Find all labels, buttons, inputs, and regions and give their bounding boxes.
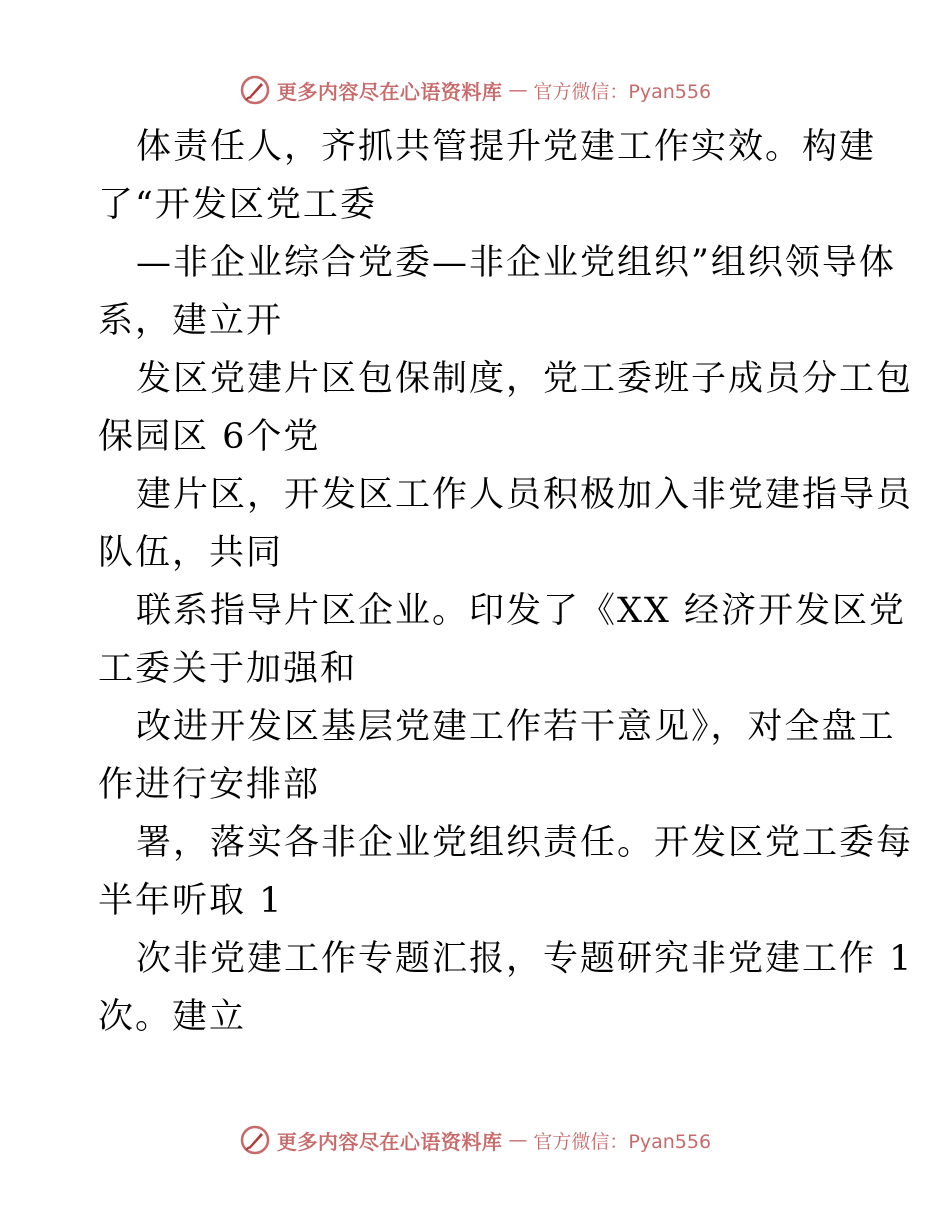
body-line: 联系指导片区企业。印发了《XX 经济开发区党 — [136, 591, 906, 631]
header-watermark — [0, 70, 950, 110]
body-line: 建片区，开发区工作人员积极加入非党建指导员 — [136, 475, 914, 515]
body-line: —非企业综合党委—非企业党组织”组织领导体 — [136, 243, 896, 283]
body-line: 队伍，共同 — [98, 533, 284, 573]
watermark-dash: — — [508, 79, 528, 101]
feather-pen-logo-icon — [239, 1124, 271, 1156]
body-line: 次。建立 — [98, 997, 247, 1037]
watermark-dash: — — [508, 1129, 528, 1151]
watermark-sub-text: 官方微信：Pyan556 — [533, 1130, 712, 1153]
watermark-main-text: 更多内容尽在心语资料库 — [276, 79, 503, 104]
document-body — [98, 118, 914, 1046]
body-line: 改进开发区基层党建工作若干意见》，对全盘工 — [136, 707, 896, 747]
footer-watermark — [0, 1120, 950, 1160]
body-line: 半年听取 1 — [98, 881, 284, 921]
body-line: 系，建立开 — [98, 301, 284, 341]
feather-pen-logo-icon — [239, 74, 271, 106]
body-line: 作进行安排部 — [98, 765, 321, 805]
body-line: 保园区 6个党 — [98, 417, 321, 457]
body-line: 次非党建工作专题汇报，专题研究非党建工作 1 — [136, 939, 914, 979]
body-line: 发区党建片区包保制度，党工委班子成员分工包 — [136, 359, 914, 399]
body-line: 署，落实各非企业党组织责任。开发区党工委每 — [136, 823, 914, 863]
body-line: 了“开发区党工委 — [98, 185, 377, 225]
body-line: 体责任人，齐抓共管提升党建工作实效。构建 — [136, 127, 877, 167]
watermark-main-text: 更多内容尽在心语资料库 — [276, 1129, 503, 1154]
body-line: 工委关于加强和 — [98, 649, 358, 689]
watermark-sub-text: 官方微信：Pyan556 — [533, 80, 712, 103]
